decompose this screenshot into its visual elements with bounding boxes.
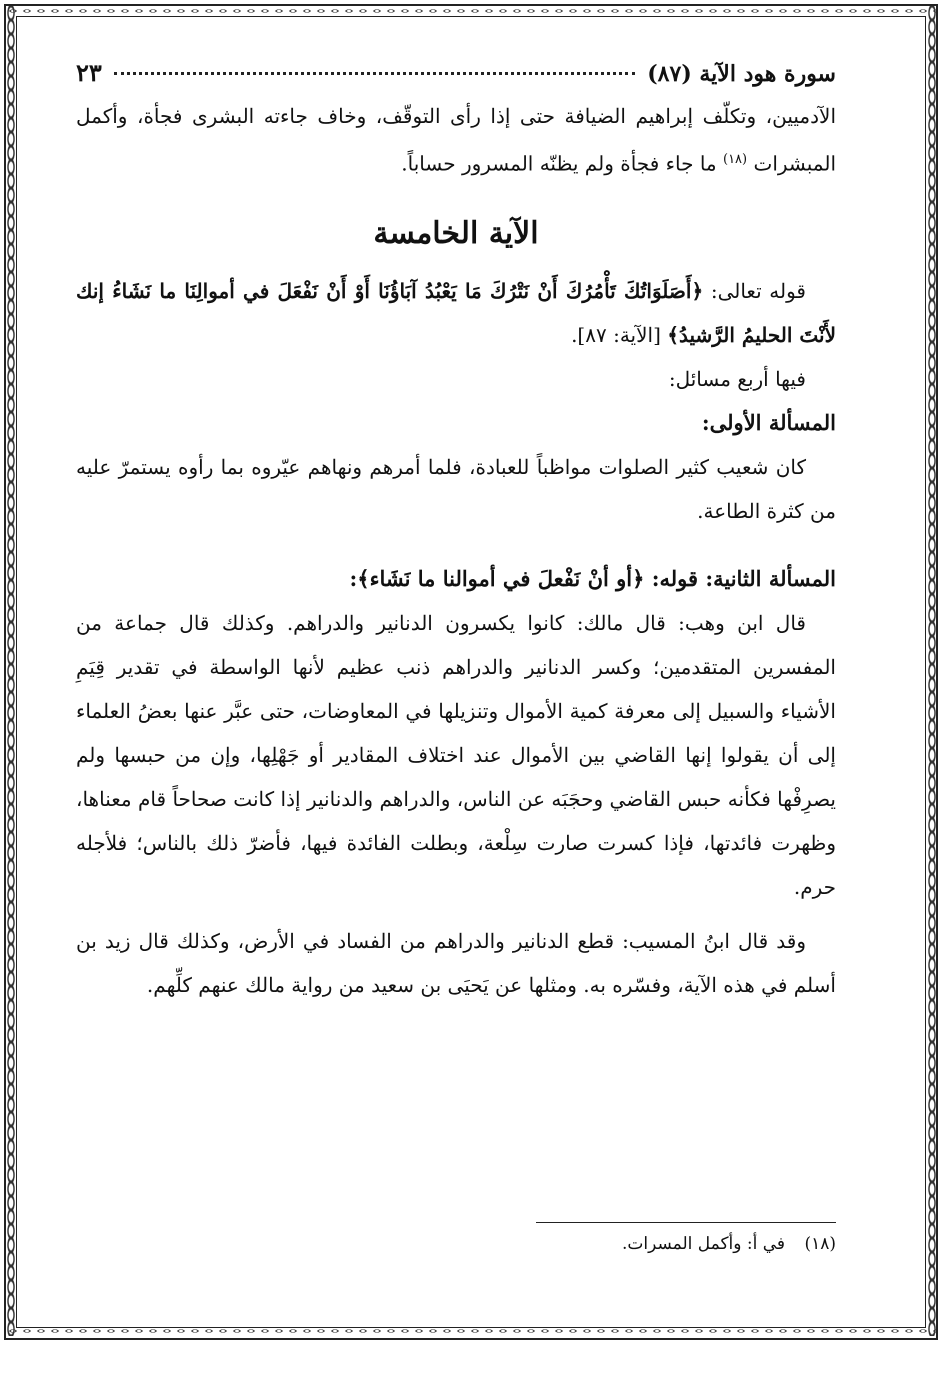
footnote-separator xyxy=(536,1222,836,1223)
intro-line-2-end: ما جاء فجأة ولم يظنّه المسرور حساباً. xyxy=(401,151,717,176)
footnote xyxy=(450,1234,836,1254)
intro-paragraph xyxy=(76,94,836,186)
page-content xyxy=(76,58,836,1007)
running-header xyxy=(76,58,836,94)
footnote-text: في أ: وأكمل المسرات. xyxy=(621,1234,786,1254)
intro-line-2-start: وأكمل المبشرات xyxy=(76,104,836,176)
footnote-reference: (١٨) xyxy=(723,152,748,167)
surah-title: سورة هود الآية (٨٧) xyxy=(647,61,836,87)
footnote-number: (١٨) xyxy=(804,1234,836,1254)
spacer xyxy=(76,533,836,557)
intro-line-1: الآدميين، وتكلّف إبراهيم الضيافة حتى إذا رأى التوقّف، وخاف جاءته البشرى فجأة، xyxy=(136,104,837,128)
issue-2-heading: المسألة الثانية: قوله: ﴿أو أنْ نَفْعلَ في أموالنا ما نَشَاء﴾: xyxy=(349,565,836,591)
spacer xyxy=(76,909,836,919)
issue-2-paragraph-2: وقد قال ابنُ المسيب: قطع الدنانير والدراهم من الفساد في الأرض، وكذلك قال زيد بن أسلم في هذه الآية، وفسّره به. ومثلها عن يَحيَى بن سعيد من رواية مالك عنهم كلِّهم. xyxy=(76,928,836,997)
verse-paragraph xyxy=(76,269,836,357)
header-dotted-leader xyxy=(114,72,635,75)
issue-1-heading: المسألة الأولى: xyxy=(701,409,836,435)
page-number: ٢٣ xyxy=(76,58,102,87)
issues-intro: فيها أربع مسائل: xyxy=(668,366,806,391)
issue-1-text: كان شعيب كثير الصلوات مواظباً للعبادة، فلما أمرهم ونهاهم عيّروه بما رأوه يستمرّ عليه من كثرة الطاعة. xyxy=(76,454,836,523)
issue-2-paragraph-1: قال ابن وهب: قال مالك: كانوا يكسرون الدنانير والدراهم. وكذلك قال جماعة من المفسرين المتقدمين؛ وكسر الدنانير والدراهم ذنب عظيم لأنها الواسطة في تقدير قِيَمِ الأشياء والسبيل إلى معرفة كمية الأموال وتنزيلها في المعاوضات، حتى عبَّر عنها بعضُ العلماء إلى أن يقولوا إنها القاضي بين الأموال عند اختلاف المقادير أو جَهْلِها، وإن من حبسها ولم يصرِفْها فكأنه حبس القاضي وحجَبَه عن الناس، والدراهم والدنانير إذا كانت صحاحاً قام معناها، وظهرت فائدتها، فإذا كسرت صارت سِلْعة، وبطلت الفائدة فيها، فأضرّ ذلك بالناس؛ فلأجله حرم. xyxy=(76,610,836,899)
verse-lead: قوله تعالى: xyxy=(710,278,806,303)
quran-verse: ﴿أَصَلَوَاتُكَ تَأْمُرُكَ أَنْ نَتْرُكَ مَا يَعْبُدُ آبَاؤُنَا أَوْ أَنْ نَفْعَلَ في أموالِنَا ما نَشَاءُ إنك لأَنْتَ الحليمُ الرَّشيدُ﴾ xyxy=(76,278,836,347)
section-title: الآية الخامسة xyxy=(373,215,539,251)
verse-citation: [الآية: ٨٧]. xyxy=(571,322,661,347)
